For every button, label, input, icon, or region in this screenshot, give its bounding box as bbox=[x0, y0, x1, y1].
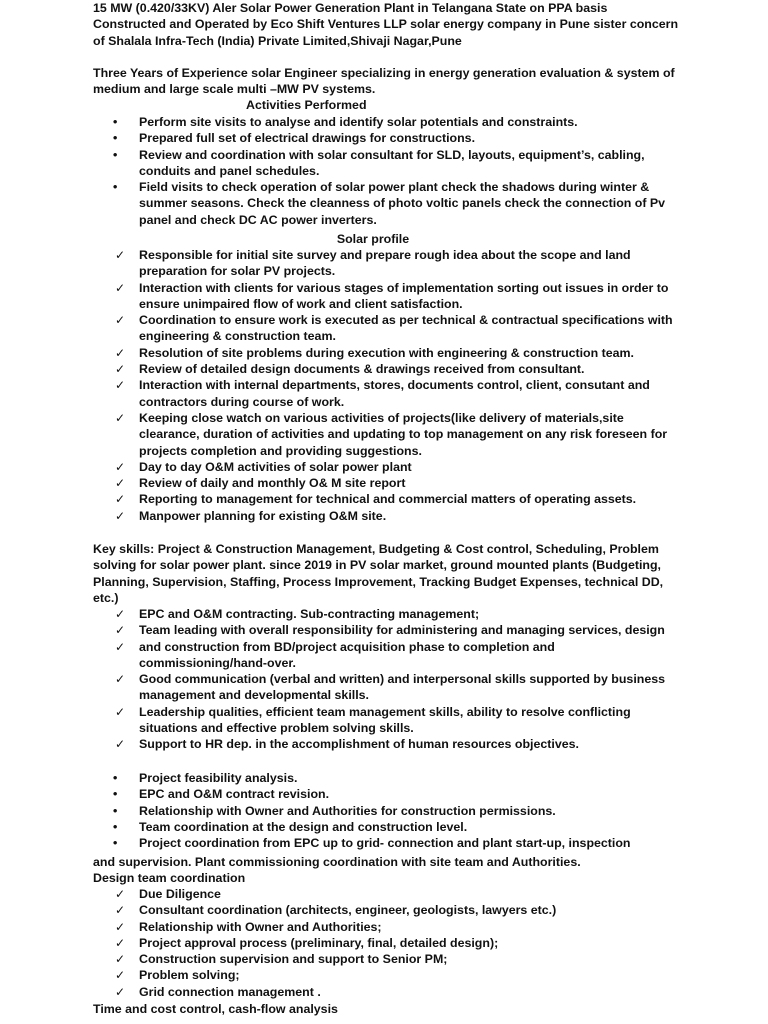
list-item: ✓ Due Diligence bbox=[93, 886, 683, 902]
list-item: ✓ Review of detailed design documents & drawings received from consultant. bbox=[93, 361, 683, 377]
project-tasks-list bbox=[93, 770, 683, 851]
list-item: ✓ and construction from BD/project acquisition phase to completion and commissioning/hand-over. bbox=[93, 639, 683, 672]
summary-paragraph: Three Years of Experience solar Engineer specializing in energy generation evaluation & system of medium and large scale multi –MW PV systems. bbox=[93, 66, 675, 97]
list-item: • Project coordination from EPC up to grid- connection and plant start-up, inspection bbox=[93, 835, 683, 851]
design-team-heading: Design team coordination bbox=[93, 871, 246, 885]
list-item: ✓ Keeping close watch on various activities of projects(like delivery of materials,site clearance, duration of activities and updating to top management on any risk foreseen for projects completion and providing suggestions. bbox=[93, 410, 683, 459]
list-item: ✓ Team leading with overall responsibility for administering and managing services, design bbox=[93, 622, 683, 638]
intro-paragraph: 15 MW (0.420/33KV) Aler Solar Power Generation Plant in Telangana State on PPA basis Constructed and Operated by Eco Shift Ventures LLP solar energy company in Pune sister concern of Shalala Infra-Tech (India) Private Limited,Shivaji Nagar,Pune bbox=[93, 1, 679, 48]
list-item: ✓ Good communication (verbal and written) and interpersonal skills supported by business management and developmental skills. bbox=[93, 671, 683, 704]
list-item: ✓ Construction supervision and support to Senior PM; bbox=[93, 951, 683, 967]
list-item: ✓ Coordination to ensure work is executed as per technical & contractual specifications with engineering & construction team. bbox=[93, 312, 683, 345]
activities-heading: Activities Performed bbox=[246, 98, 367, 112]
solar-profile-list bbox=[93, 247, 683, 524]
activities-list bbox=[93, 114, 683, 228]
list-item: ✓ Reporting to management for technical and commercial matters of operating assets. bbox=[93, 491, 683, 507]
list-item: ✓ Manpower planning for existing O&M site. bbox=[93, 508, 683, 524]
list-item: ✓ Grid connection management . bbox=[93, 984, 683, 1000]
list-item: • Field visits to check operation of solar power plant check the shadows during winter & summer seasons. Check the cleanness of photo voltic panels check the connection of Pv panel and check DC AC power inverters. bbox=[93, 179, 683, 228]
list-item: ✓ Resolution of site problems during execution with engineering & construction team. bbox=[93, 345, 683, 361]
time-cost-heading: Time and cost control, cash-flow analysis bbox=[93, 1002, 338, 1016]
list-item: ✓ Project approval process (preliminary, final, detailed design); bbox=[93, 935, 683, 951]
list-item: ✓ Review of daily and monthly O& M site report bbox=[93, 475, 683, 491]
solar-profile-heading: Solar profile bbox=[336, 232, 410, 246]
design-team-list bbox=[93, 886, 683, 1000]
list-item: • EPC and O&M contract revision. bbox=[93, 786, 683, 802]
list-item: • Relationship with Owner and Authorities for construction permissions. bbox=[93, 803, 683, 819]
list-item: ✓ Relationship with Owner and Authorities; bbox=[93, 919, 683, 935]
list-item: • Perform site visits to analyse and identify solar potentials and constraints. bbox=[93, 114, 683, 130]
list-item: ✓ Day to day O&M activities of solar power plant bbox=[93, 459, 683, 475]
list-item: • Team coordination at the design and construction level. bbox=[93, 819, 683, 835]
list-item: ✓ Leadership qualities, efficient team management skills, ability to resolve conflicting situations and effective problem solving skills. bbox=[93, 704, 683, 737]
list-item: • Review and coordination with solar consultant for SLD, layouts, equipment’s, cabling, conduits and panel schedules. bbox=[93, 147, 683, 180]
list-item: • Prepared full set of electrical drawings for constructions. bbox=[93, 130, 683, 146]
list-item: ✓ Problem solving; bbox=[93, 967, 683, 983]
list-item: • Project feasibility analysis. bbox=[93, 770, 683, 786]
list-item: ✓ Interaction with internal departments, stores, documents control, client, consutant and contractors during course of work. bbox=[93, 377, 683, 410]
epc-skills-list bbox=[93, 606, 683, 753]
list-item: ✓ Responsible for initial site survey and prepare rough idea about the scope and land preparation for solar PV projects. bbox=[93, 247, 683, 280]
list-item: ✓ Consultant coordination (architects, engineer, geologists, lawyers etc.) bbox=[93, 902, 683, 918]
list-item: ✓ Support to HR dep. in the accomplishment of human resources objectives. bbox=[93, 736, 683, 752]
project-continuation-text: and supervision. Plant commissioning coordination with site team and Authorities. bbox=[93, 855, 581, 869]
key-skills-paragraph: Key skills: Project & Construction Management, Budgeting & Cost control, Scheduling, Problem solving for solar power plant. since 2019 in PV solar market, ground mounted plants (Budgeting, Planning, Supervision, Staffing, Process Improvement, Tracking Budget Expenses, technical DD, etc.) bbox=[93, 542, 664, 605]
list-item: ✓ EPC and O&M contracting. Sub-contracting management; bbox=[93, 606, 683, 622]
list-item: ✓ Interaction with clients for various stages of implementation sorting out issues in order to ensure unimpaired flow of work and client satisfaction. bbox=[93, 280, 683, 313]
